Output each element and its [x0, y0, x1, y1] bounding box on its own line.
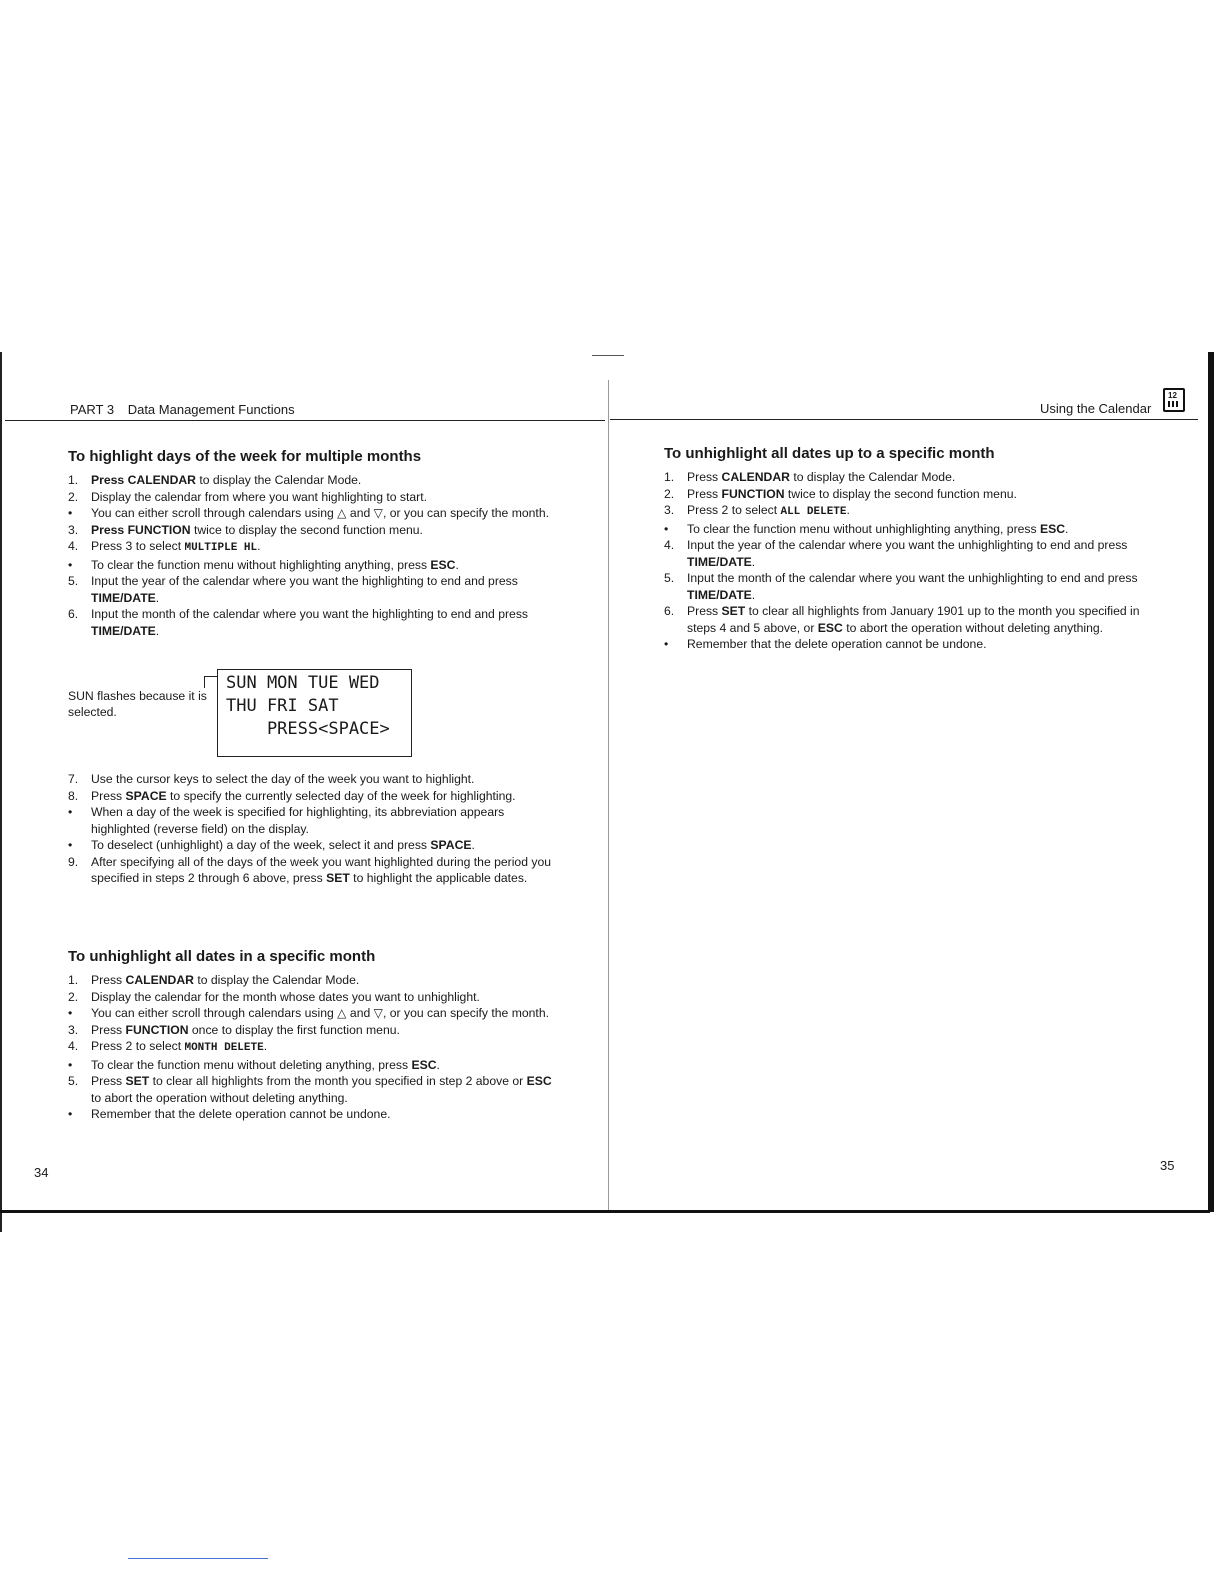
- step-text: Input the year of the calendar where you want the highlighting to end and press: [91, 574, 518, 588]
- lcd-note: SUN flashes because it is selected.: [68, 689, 207, 719]
- step-text: You can either scroll through calendars using △ and ▽, or you can specify the month.: [91, 506, 549, 520]
- steps-highlight-days: [68, 472, 562, 639]
- bullet-note: [664, 521, 1158, 538]
- bullet-note: [68, 804, 562, 837]
- step-marker: 4.: [664, 538, 675, 552]
- steps-unhighlight-up-to-month: [664, 469, 1158, 653]
- step-text: to abort the operation without deleting anything.: [91, 1090, 348, 1105]
- step-text: When a day of the week is specified for highlighting, its abbreviation appears highlighted (reverse field) on the display.: [91, 805, 505, 836]
- step-item: [664, 570, 1158, 603]
- step-text: Press: [91, 1022, 126, 1037]
- step-marker: 7.: [68, 772, 79, 786]
- part-title: Data Management Functions: [127, 402, 295, 417]
- step-marker: •: [664, 637, 669, 651]
- key-name: ESC: [817, 620, 843, 635]
- step-item: [68, 522, 562, 539]
- step-marker: 8.: [68, 788, 79, 803]
- key-name: TIME/DATE: [91, 590, 156, 605]
- bullet-note: [68, 1057, 562, 1074]
- step-text: Input the year of the calendar where you want the unhighlighting to end and press: [687, 538, 1128, 552]
- step-item: [68, 972, 562, 989]
- step-text: to highlight the applicable dates.: [349, 871, 528, 885]
- step-item: [664, 502, 1158, 521]
- key-name: SET: [125, 1074, 150, 1088]
- bullet-note: [68, 557, 562, 574]
- lcd-line-2: THU FRI SAT: [226, 696, 339, 716]
- page-number-left: 34: [34, 1165, 49, 1180]
- step-item: [68, 771, 562, 788]
- step-text: .: [751, 554, 756, 569]
- step-item: [68, 854, 562, 887]
- step-text: You can either scroll through calendars using △ and ▽, or you can specify the month.: [91, 1006, 549, 1020]
- step-item: [68, 1038, 562, 1057]
- step-item: [664, 537, 1158, 570]
- key-name: TIME/DATE: [687, 554, 752, 569]
- step-item: [68, 489, 562, 506]
- step-marker: 1.: [68, 973, 79, 987]
- spine-gutter: [608, 380, 609, 1210]
- step-item: [664, 486, 1158, 503]
- header-rule-left: [5, 420, 605, 421]
- step-marker: •: [664, 521, 669, 536]
- bullet-note: [68, 1106, 562, 1123]
- step-item: [68, 989, 562, 1006]
- step-text: Press: [91, 973, 126, 987]
- step-text: Press: [687, 604, 722, 618]
- step-text: to abort the operation without deleting anything.: [842, 620, 1104, 635]
- step-marker: 5.: [664, 571, 675, 585]
- lcd-line-1: SUN MON TUE WED: [226, 673, 380, 693]
- step-marker: 1.: [68, 473, 79, 487]
- page-edge-left: [0, 352, 2, 1232]
- lcd-pointer-stem: [204, 676, 205, 688]
- step-text: Display the calendar for the month whose dates you want to unhighlight.: [91, 989, 480, 1004]
- step-text: .: [155, 623, 160, 638]
- step-text: Press: [687, 486, 722, 501]
- step-item: [68, 538, 562, 557]
- key-name: SET: [326, 871, 350, 885]
- step-marker: •: [68, 1006, 73, 1020]
- step-text: .: [455, 557, 459, 572]
- step-item: [68, 1022, 562, 1039]
- step-marker: 9.: [68, 854, 79, 869]
- step-text: .: [1065, 521, 1069, 536]
- step-marker: 1.: [664, 470, 675, 484]
- key-name: ESC: [411, 1057, 437, 1072]
- step-text: twice to display the second function menu.: [784, 486, 1017, 501]
- step-text: .: [751, 587, 756, 602]
- step-text: to specify the currently selected day of the week for highlighting.: [166, 788, 516, 803]
- step-item: [68, 606, 562, 639]
- step-item: [68, 472, 562, 489]
- step-marker: •: [68, 557, 73, 572]
- step-marker: •: [68, 506, 73, 520]
- step-marker: 4.: [68, 539, 79, 553]
- step-text: Press 3 to select: [91, 539, 185, 553]
- step-marker: 6.: [68, 607, 79, 621]
- running-header-left: [70, 402, 295, 417]
- menu-option: MULTIPLE HL: [184, 542, 258, 554]
- step-text: Press 2 to select: [687, 503, 781, 517]
- step-marker: 5.: [68, 1074, 79, 1088]
- step-text: After specifying all of the days of the week you want highlighted during the period you specified in steps 2 through 6 above, press: [91, 854, 552, 885]
- key-name: CALENDAR: [125, 973, 194, 987]
- section-title-unhighlight-month: To unhighlight all dates in a specific month: [68, 948, 376, 965]
- step-text: to clear all highlights from the month you specified in step 2 above or: [149, 1074, 527, 1088]
- bullet-note: [68, 505, 562, 522]
- step-marker: 2.: [664, 486, 675, 501]
- step-text: Remember that the delete operation cannot be undone.: [91, 1107, 391, 1121]
- running-header-right: Using the Calendar: [1040, 401, 1152, 416]
- step-text: Press 2 to select: [91, 1039, 185, 1053]
- step-text: To clear the function menu without unhighlighting anything, press: [687, 521, 1040, 536]
- key-name: FUNCTION: [125, 1022, 189, 1037]
- scan-artifact-line: [128, 1558, 268, 1559]
- step-marker: 3.: [68, 1022, 79, 1037]
- key-name: Press FUNCTION: [91, 522, 191, 537]
- key-name: TIME/DATE: [687, 587, 752, 602]
- part-number: PART 3: [70, 402, 115, 417]
- step-text: once to display the first function menu.: [188, 1022, 400, 1037]
- key-name: ESC: [430, 557, 456, 572]
- menu-option: ALL DELETE: [780, 506, 847, 518]
- step-text: Press: [91, 788, 126, 803]
- step-marker: 3.: [68, 522, 79, 537]
- step-text: .: [436, 1057, 440, 1072]
- lcd-pointer: [204, 676, 218, 677]
- calendar-icon-number: 12: [1168, 391, 1177, 400]
- key-name: SPACE: [430, 838, 472, 852]
- key-name: ESC: [526, 1074, 552, 1088]
- steps-unhighlight-month: [68, 972, 562, 1123]
- step-marker: •: [68, 1057, 73, 1072]
- header-rule-right: [610, 419, 1198, 420]
- bullet-note: [664, 636, 1158, 653]
- step-text: Press: [687, 470, 722, 484]
- step-item: [68, 788, 562, 805]
- step-marker: •: [68, 805, 73, 819]
- steps-highlight-days-continued: [68, 771, 562, 887]
- step-marker: •: [68, 1107, 73, 1121]
- page-bottom-edge: [0, 1210, 1210, 1213]
- step-text: Press: [91, 1074, 126, 1088]
- step-text: To clear the function menu without deleting anything, press: [91, 1057, 412, 1072]
- lcd-display: [217, 669, 412, 757]
- step-text: Input the month of the calendar where you want the highlighting to end and press: [91, 607, 529, 621]
- step-text: to clear all highlights from January 1901 up to the month you specified in steps 4 and 5 above, or: [687, 604, 1140, 635]
- step-text: .: [257, 539, 261, 553]
- step-item: [664, 469, 1158, 486]
- lcd-line-3: PRESS<SPACE>: [226, 719, 390, 739]
- menu-option: MONTH DELETE: [184, 1042, 264, 1054]
- section-title-unhighlight-up-to-month: To unhighlight all dates up to a specific month: [664, 445, 995, 462]
- page-edge-right: [1208, 352, 1214, 1212]
- step-marker: 4.: [68, 1039, 79, 1053]
- step-text: Display the calendar from where you want highlighting to start.: [91, 489, 428, 504]
- bullet-note: [68, 837, 562, 854]
- bullet-note: [68, 1005, 562, 1022]
- step-text: .: [471, 838, 475, 852]
- key-name: SPACE: [125, 788, 167, 803]
- step-text: Remember that the delete operation cannot be undone.: [687, 637, 987, 651]
- key-name: SET: [721, 604, 746, 618]
- step-text: .: [846, 503, 850, 517]
- section-title-highlight-days: To highlight days of the week for multiple months: [68, 448, 422, 465]
- step-text: To deselect (unhighlight) a day of the week, select it and press: [91, 838, 431, 852]
- step-marker: 6.: [664, 604, 675, 618]
- step-marker: 2.: [68, 989, 79, 1004]
- step-text: .: [155, 590, 160, 605]
- step-text: Use the cursor keys to select the day of the week you want to highlight.: [91, 772, 475, 786]
- key-name: ESC: [1039, 521, 1066, 536]
- key-name: CALENDAR: [721, 470, 790, 484]
- calendar-icon: [1163, 388, 1185, 412]
- step-marker: •: [68, 838, 73, 852]
- step-text: Input the month of the calendar where you want the unhighlighting to end and press: [687, 571, 1138, 585]
- step-item: [68, 1073, 562, 1106]
- step-marker: 5.: [68, 574, 79, 588]
- step-text: to display the Calendar Mode.: [789, 470, 956, 484]
- step-text: .: [263, 1039, 268, 1053]
- step-text: to display the Calendar Mode.: [195, 473, 362, 487]
- step-marker: 2.: [68, 489, 79, 504]
- step-text: to display the Calendar Mode.: [193, 973, 360, 987]
- step-text: twice to display the second function menu.: [190, 522, 423, 537]
- key-name: FUNCTION: [721, 486, 785, 501]
- key-name: Press CALENDAR: [91, 473, 196, 487]
- step-text: To clear the function menu without highlighting anything, press: [91, 557, 431, 572]
- step-marker: 3.: [664, 503, 675, 517]
- key-name: TIME/DATE: [91, 623, 156, 638]
- spine-top-mark: [592, 355, 624, 356]
- step-item: [664, 603, 1158, 636]
- page-number-right: 35: [1160, 1158, 1175, 1173]
- step-item: [68, 573, 562, 606]
